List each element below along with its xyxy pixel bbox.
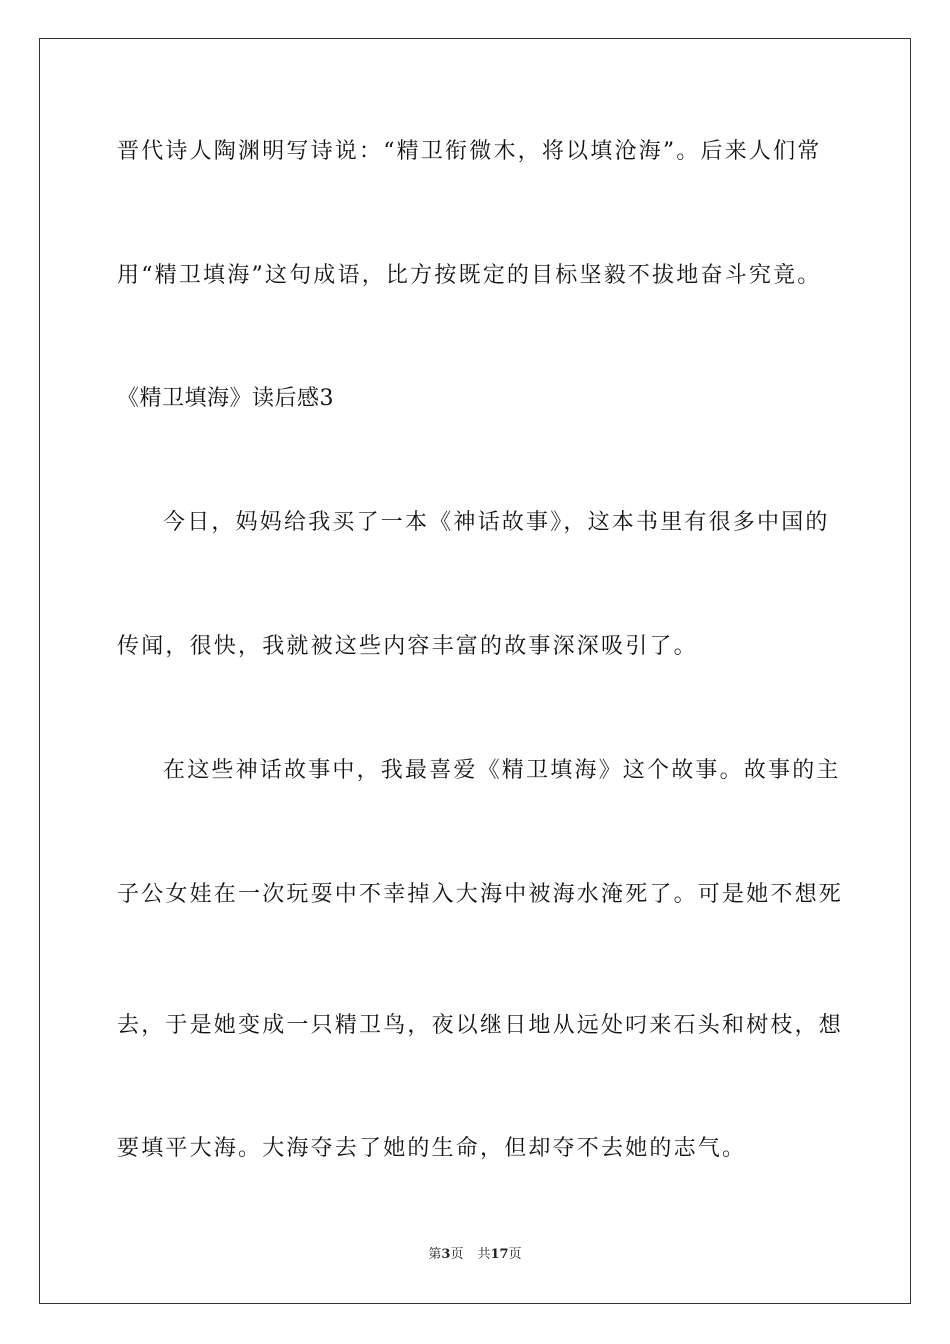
- footer-page-prefix: 第: [428, 1247, 442, 1262]
- section-heading: 《精卫填海》读后感3: [117, 386, 334, 411]
- page-frame: [39, 38, 911, 1304]
- text-line-6: 子公女娃在一次玩耍中不幸掉入大海中被海水淹死了。可是她不想死: [117, 882, 844, 907]
- footer-page-current: 3: [441, 1247, 451, 1262]
- footer-total-suffix: 页: [508, 1247, 522, 1262]
- text-line-3: 今日，妈妈给我买了一本《神话故事》，这本书里有很多中国的: [163, 510, 830, 535]
- text-line-8: 要填平大海。大海夺去了她的生命，但却夺不去她的志气。: [117, 1136, 747, 1161]
- text-line-2: 用“精卫填海”这句成语，比方按既定的目标坚毅不拔地奋斗究竟。: [117, 263, 822, 288]
- text-line-5: 在这些神话故事中，我最喜爱《精卫填海》这个故事。故事的主: [163, 758, 841, 783]
- text-line-1: 晋代诗人陶渊明写诗说：“精卫衔微木，将以填沧海”。后来人们常: [117, 139, 822, 164]
- footer-page-suffix: 页: [450, 1247, 464, 1262]
- page-footer: [0, 1246, 950, 1264]
- text-line-7: 去，于是她变成一只精卫鸟，夜以继日地从远处叼来石头和树枝，想: [117, 1013, 844, 1038]
- footer-total-prefix: 共: [477, 1247, 491, 1262]
- text-line-4: 传闻，很快，我就被这些内容丰富的故事深深吸引了。: [117, 634, 698, 659]
- footer-page-total: 17: [490, 1247, 509, 1262]
